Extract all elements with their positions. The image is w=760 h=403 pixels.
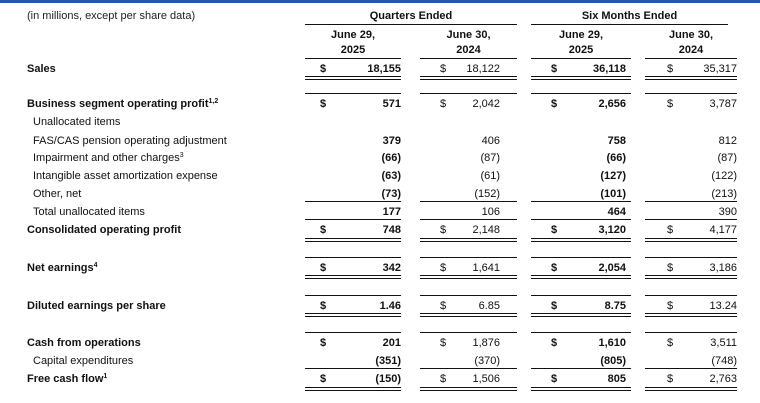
currency-symbol: $: [551, 373, 558, 385]
footnote-marker: 4: [93, 262, 98, 269]
row-label-text: Other, net: [33, 188, 82, 200]
table-cell: 2,656: [598, 98, 626, 110]
currency-symbol: $: [320, 337, 327, 349]
table-cell: (87): [717, 152, 737, 164]
table-cell: 406: [481, 135, 500, 147]
currency-symbol: $: [440, 373, 447, 385]
table-cell: (73): [381, 188, 401, 200]
total-double-rule: [305, 275, 401, 279]
top-accent-bar: [0, 0, 760, 3]
row-label-text: Sales: [27, 63, 56, 75]
cell-rule: [305, 368, 401, 369]
table-cell: 1,641: [472, 262, 500, 274]
currency-symbol: $: [667, 63, 674, 75]
currency-symbol: $: [320, 98, 327, 110]
row-label-text: Total unallocated items: [33, 206, 145, 218]
table-cell: 2,148: [472, 224, 500, 236]
row-label: [27, 63, 56, 76]
column-header-ytd-2025-date: June 29,: [558, 29, 604, 41]
cell-rule: [420, 368, 517, 369]
footnote-marker: 1: [103, 373, 108, 380]
currency-symbol: $: [440, 224, 447, 236]
footnote-marker: 3: [179, 152, 184, 159]
group-header-quarters: Quarters Ended: [369, 10, 453, 22]
total-double-rule: [305, 387, 401, 391]
total-double-rule: [420, 76, 517, 80]
currency-symbol: $: [440, 300, 447, 312]
currency-symbol: $: [320, 300, 327, 312]
group-underline-six-months: [531, 24, 728, 25]
cell-rule: [645, 58, 737, 59]
cell-rule: [645, 295, 737, 296]
cell-rule: [645, 332, 737, 333]
total-double-rule: [305, 76, 401, 80]
total-double-rule: [420, 313, 517, 317]
table-cell: 35,317: [703, 63, 737, 75]
row-label-text: Cash from operations: [27, 337, 141, 349]
table-cell: 3,787: [709, 98, 737, 110]
row-label-text: Intangible asset amortization expense: [33, 170, 218, 182]
currency-symbol: $: [320, 373, 327, 385]
total-double-rule: [645, 238, 737, 242]
total-double-rule: [531, 238, 631, 242]
column-header-ytd-2024-date: June 30,: [668, 29, 714, 41]
column-header-q2-2024-date: June 30,: [446, 29, 491, 41]
total-double-rule: [420, 238, 517, 242]
table-cell: (213): [711, 188, 737, 200]
total-double-rule: [305, 238, 401, 242]
table-cell: (63): [381, 170, 401, 182]
column-header-ytd-2024-year: 2024: [678, 44, 704, 56]
total-double-rule: [531, 275, 631, 279]
currency-symbol: $: [667, 300, 674, 312]
table-cell: 8.75: [604, 300, 626, 312]
cell-rule: [420, 219, 517, 220]
table-cell: 812: [718, 135, 737, 147]
table-cell: (748): [711, 355, 737, 367]
footnote-marker: 1,2: [208, 98, 219, 105]
table-cell: 2,054: [598, 262, 626, 274]
table-cell: 3,511: [710, 337, 737, 349]
total-double-rule: [645, 275, 737, 279]
currency-symbol: $: [667, 337, 674, 349]
currency-symbol: $: [320, 262, 327, 274]
table-cell: 13.24: [709, 300, 737, 312]
currency-symbol: $: [440, 262, 447, 274]
table-cell: 390: [718, 206, 737, 218]
cell-rule: [645, 201, 737, 202]
row-label-text: Free cash flow: [27, 373, 104, 385]
table-cell: 2,763: [709, 373, 737, 385]
table-cell: 758: [607, 135, 626, 147]
currency-symbol: $: [551, 337, 558, 349]
row-label: [27, 224, 181, 237]
row-label: [27, 262, 98, 275]
row-label-text: Unallocated items: [33, 116, 121, 128]
table-cell: (66): [606, 152, 626, 164]
currency-symbol: $: [551, 98, 558, 110]
cell-rule: [531, 93, 631, 94]
table-cell: 18,122: [466, 63, 500, 75]
row-label-text: Impairment and other charges: [33, 152, 180, 164]
table-cell: (152): [474, 188, 500, 200]
cell-rule: [420, 58, 517, 59]
cell-rule: [645, 257, 737, 258]
row-label: [27, 98, 218, 111]
total-double-rule: [645, 76, 737, 80]
cell-rule: [531, 219, 631, 220]
cell-rule: [645, 219, 737, 220]
currency-symbol: $: [440, 337, 447, 349]
row-label-text: Business segment operating profit: [27, 98, 209, 110]
total-double-rule: [420, 275, 517, 279]
row-label: [27, 337, 141, 350]
table-cell: 571: [382, 98, 401, 110]
total-double-rule: [645, 313, 737, 317]
currency-symbol: $: [320, 63, 327, 75]
table-cell: 342: [382, 262, 401, 274]
cell-rule: [305, 257, 401, 258]
currency-symbol: $: [667, 262, 674, 274]
table-cell: 748: [382, 224, 401, 236]
table-cell: (150): [375, 373, 401, 385]
currency-symbol: $: [551, 300, 558, 312]
currency-symbol: $: [667, 373, 674, 385]
column-header-q2-2025-date: June 29,: [330, 29, 376, 41]
table-cell: (101): [600, 188, 626, 200]
row-label: [33, 170, 218, 183]
row-label-text: Consolidated operating profit: [27, 224, 181, 236]
cell-rule: [531, 332, 631, 333]
cell-rule: [531, 368, 631, 369]
cell-rule: [305, 93, 401, 94]
cell-rule: [420, 332, 517, 333]
table-cell: (61): [480, 170, 500, 182]
table-cell: 1,610: [598, 337, 626, 349]
table-cell: 379: [382, 135, 401, 147]
table-caption: (in millions, except per share data): [27, 10, 196, 22]
table-cell: 1,876: [472, 337, 500, 349]
total-double-rule: [645, 387, 737, 391]
table-cell: 3,186: [709, 262, 737, 274]
currency-symbol: $: [551, 224, 558, 236]
group-underline-quarters: [305, 24, 517, 25]
cell-rule: [420, 257, 517, 258]
table-cell: 4,177: [709, 224, 737, 236]
table-cell: 177: [382, 206, 401, 218]
currency-symbol: $: [440, 98, 447, 110]
total-double-rule: [420, 387, 517, 391]
total-double-rule: [531, 76, 631, 80]
table-cell: (66): [381, 152, 401, 164]
row-label: [33, 116, 120, 129]
row-label: [33, 135, 227, 148]
cell-rule: [531, 58, 631, 59]
cell-rule: [305, 332, 401, 333]
table-cell: 3,120: [598, 224, 626, 236]
table-cell: 464: [607, 206, 626, 218]
table-cell: (351): [375, 355, 401, 367]
cell-rule: [420, 201, 517, 202]
table-cell: 2,042: [472, 98, 500, 110]
table-cell: 6.85: [478, 300, 500, 312]
table-cell: 36,118: [592, 63, 626, 75]
table-cell: 805: [607, 373, 626, 385]
cell-rule: [305, 219, 401, 220]
column-header-q2-2024-year: 2024: [456, 44, 481, 56]
row-label: [33, 152, 184, 165]
currency-symbol: $: [667, 98, 674, 110]
cell-rule: [305, 58, 401, 59]
table-cell: 201: [382, 337, 401, 349]
table-cell: 18,155: [367, 63, 401, 75]
table-cell: 1.46: [379, 300, 401, 312]
table-cell: (122): [711, 170, 737, 182]
cell-rule: [531, 257, 631, 258]
total-double-rule: [531, 313, 631, 317]
column-header-q2-2025-year: 2025: [340, 44, 366, 56]
cell-rule: [645, 368, 737, 369]
cell-rule: [420, 295, 517, 296]
row-label-text: FAS/CAS pension operating adjustment: [33, 135, 227, 147]
row-label: [33, 188, 81, 201]
table-cell: (805): [600, 355, 626, 367]
column-header-ytd-2025-year: 2025: [568, 44, 594, 56]
currency-symbol: $: [440, 63, 447, 75]
currency-symbol: $: [551, 262, 558, 274]
table-cell: 106: [481, 206, 500, 218]
cell-rule: [531, 201, 631, 202]
currency-symbol: $: [551, 63, 558, 75]
total-double-rule: [305, 313, 401, 317]
table-cell: (87): [480, 152, 500, 164]
cell-rule: [305, 201, 401, 202]
table-cell: 1,506: [472, 373, 500, 385]
group-header-six-months: Six Months Ended: [581, 10, 678, 22]
row-label: [33, 355, 133, 368]
currency-symbol: $: [320, 224, 327, 236]
total-double-rule: [531, 387, 631, 391]
row-label: [27, 373, 107, 386]
row-label: [27, 300, 166, 313]
currency-symbol: $: [667, 224, 674, 236]
cell-rule: [531, 295, 631, 296]
row-label-text: Diluted earnings per share: [27, 300, 166, 312]
row-label-text: Capital expenditures: [33, 355, 134, 367]
cell-rule: [645, 93, 737, 94]
row-label: [33, 206, 145, 219]
table-cell: (127): [600, 170, 626, 182]
cell-rule: [420, 93, 517, 94]
row-label-text: Net earnings: [27, 262, 94, 274]
table-cell: (370): [474, 355, 500, 367]
cell-rule: [305, 295, 401, 296]
